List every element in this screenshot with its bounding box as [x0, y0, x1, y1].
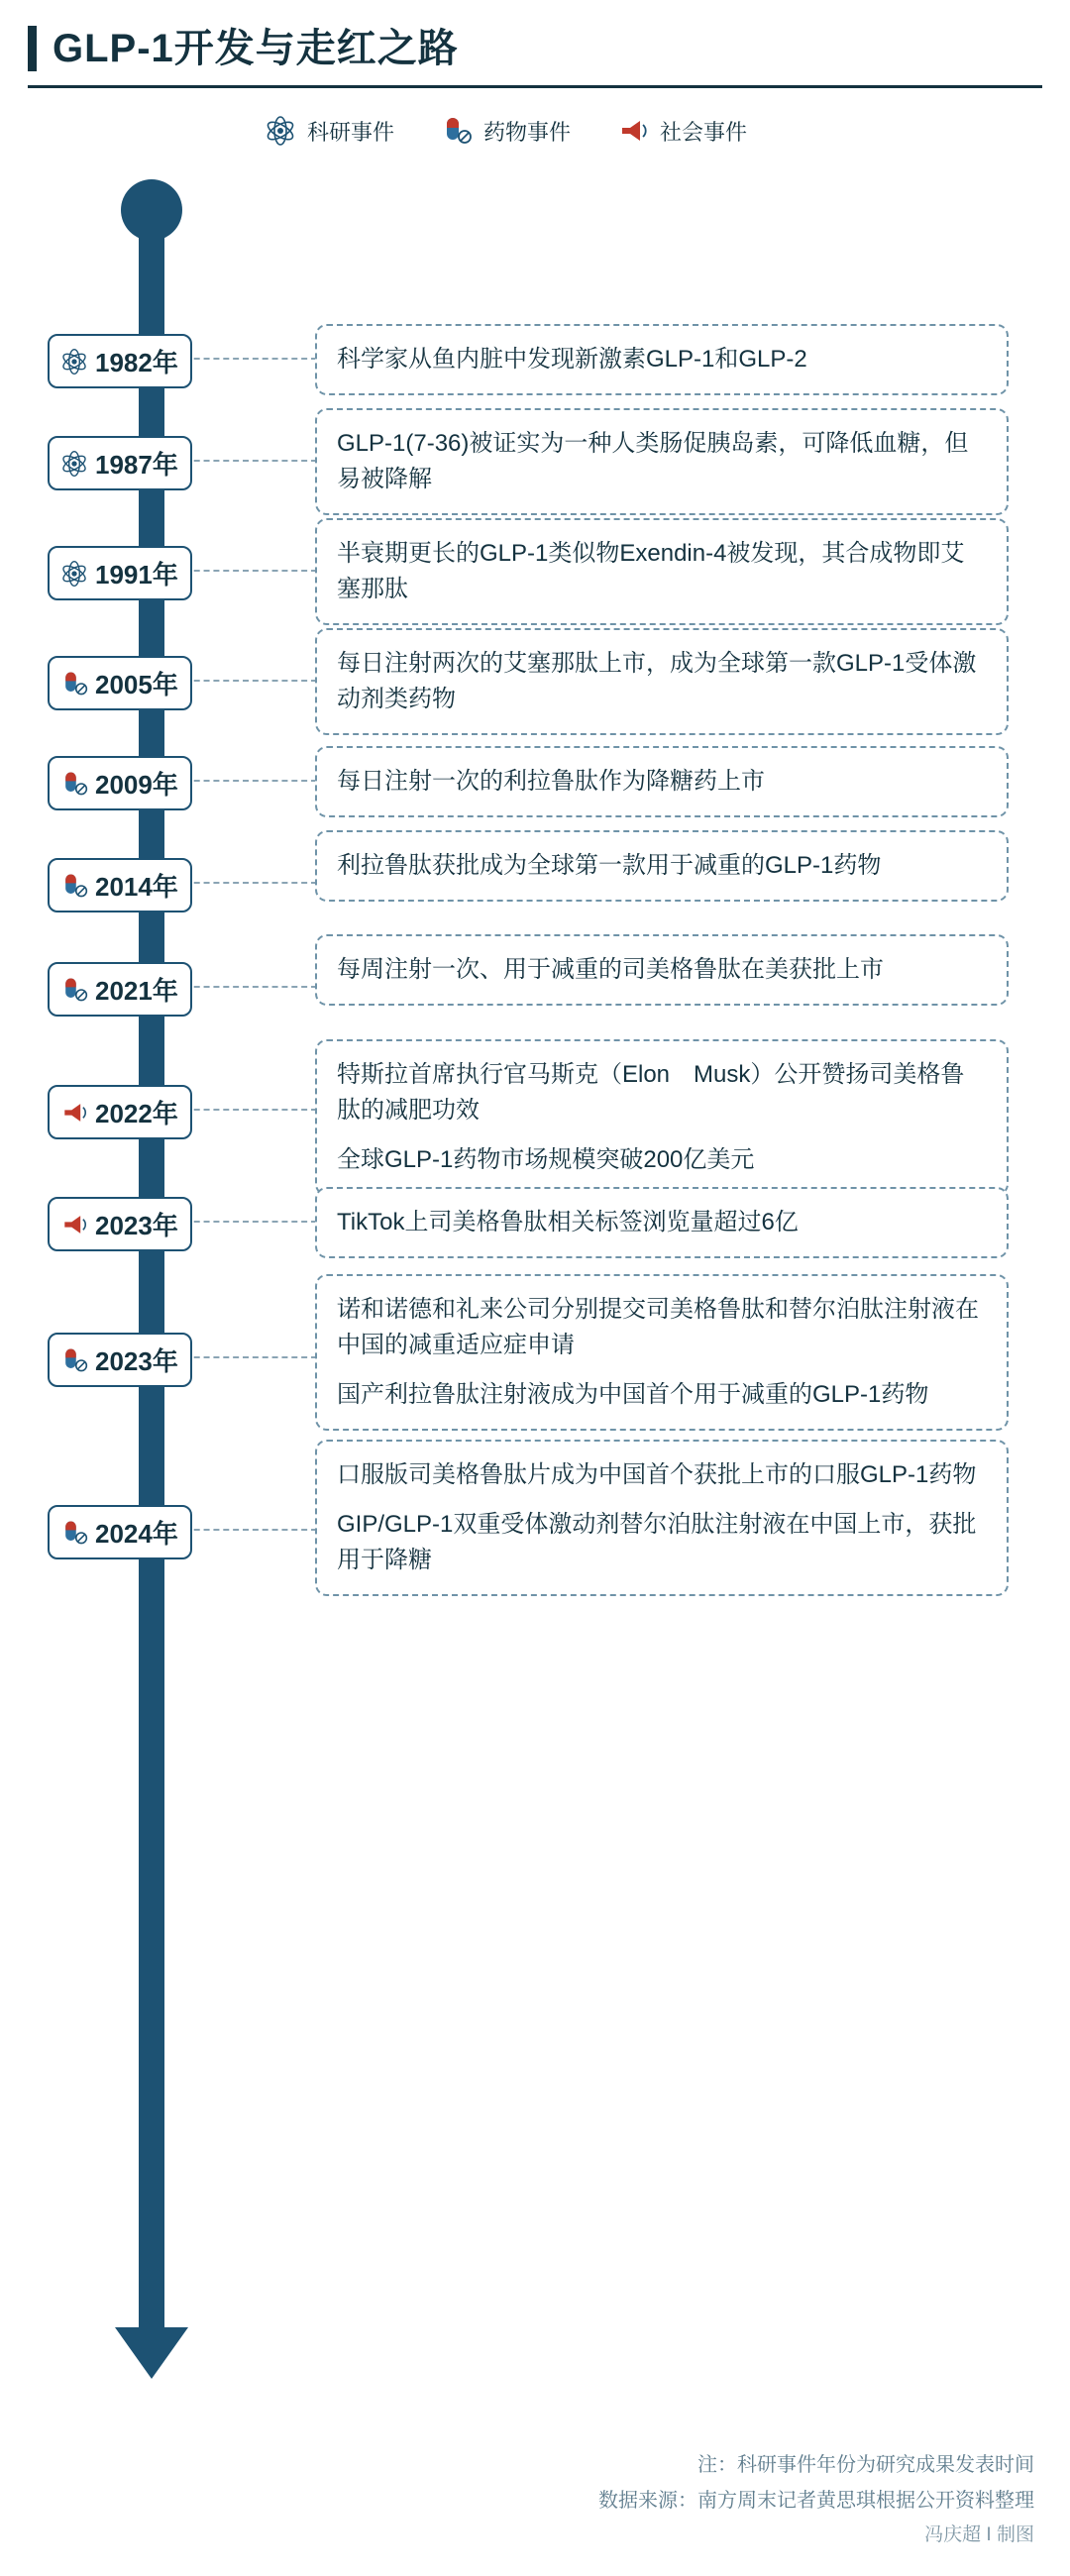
event-text: 口服版司美格鲁肽片成为中国首个获批上市的口服GLP-1药物: [337, 1461, 977, 1488]
year-chip[interactable]: [48, 1505, 192, 1559]
footer-credit: 冯庆超 I 制图: [924, 2523, 1034, 2545]
event-text: GLP-1(7-36)被证实为一种人类肠促胰岛素，可降低血糖，但易被降解: [337, 430, 969, 492]
capsule-icon: [59, 769, 89, 799]
footer-note: 注：科研事件年份为研究成果发表时间: [697, 2453, 1034, 2476]
footer: [598, 2447, 1034, 2552]
timeline-axis: [139, 195, 164, 2335]
year-chip[interactable]: [48, 436, 192, 490]
legend-item-drug: [440, 114, 571, 148]
year-chip[interactable]: [48, 858, 192, 912]
capsule-icon: [440, 114, 474, 148]
megaphone-icon: [616, 114, 650, 148]
year-label: 2022年: [95, 1099, 178, 1128]
page-title: GLP-1开发与走红之路: [53, 27, 459, 70]
capsule-icon: [59, 669, 89, 698]
atom-icon: [264, 114, 297, 148]
year-label: 2005年: [95, 670, 178, 699]
legend-label-research: 科研事件: [306, 119, 394, 145]
year-label: 2014年: [95, 872, 178, 902]
connector-line: [174, 570, 317, 572]
connector-line: [174, 882, 317, 884]
connector-line: [174, 780, 317, 782]
event-text: TikTok上司美格鲁肽相关标签浏览量超过6亿: [337, 1209, 799, 1235]
event-card: [315, 518, 1009, 625]
year-label: 1991年: [95, 560, 178, 590]
event-text: 利拉鲁肽获批成为全球第一款用于减重的GLP-1药物: [337, 852, 882, 879]
timeline: [0, 160, 1070, 2428]
event-card: [315, 830, 1009, 902]
year-chip[interactable]: [48, 656, 192, 710]
legend-label-drug: 药物事件: [482, 119, 571, 145]
event-card: [315, 324, 1009, 395]
atom-icon: [59, 347, 89, 376]
timeline-arrow-icon: [115, 2327, 188, 2379]
atom-icon: [59, 449, 89, 479]
event-card: [315, 746, 1009, 817]
year-chip[interactable]: [48, 1197, 192, 1251]
event-card: [315, 408, 1009, 515]
legend: [0, 114, 1070, 148]
event-text: 每日注射两次的艾塞那肽上市，成为全球第一款GLP-1受体激动剂类药物: [337, 650, 977, 712]
megaphone-icon: [59, 1210, 89, 1239]
year-label: 2024年: [95, 1519, 178, 1549]
connector-line: [174, 1356, 317, 1358]
year-label: 2023年: [95, 1346, 178, 1376]
event-text: 全球GLP-1药物市场规模突破200亿美元: [337, 1146, 755, 1173]
year-label: 1987年: [95, 450, 178, 480]
page-header: [28, 26, 1042, 88]
year-label: 2009年: [95, 770, 178, 800]
event-text: 国产利拉鲁肽注射液成为中国首个用于减重的GLP-1药物: [337, 1381, 929, 1408]
year-chip[interactable]: [48, 1333, 192, 1387]
connector-line: [174, 460, 317, 462]
event-text: GIP/GLP-1双重受体激动剂替尔泊肽注射液在中国上市，获批用于降糖: [337, 1511, 977, 1573]
megaphone-icon: [59, 1098, 89, 1127]
legend-item-social: [616, 114, 747, 148]
event-card: [315, 1440, 1009, 1596]
event-card: [315, 934, 1009, 1006]
title-accent-bar: [28, 26, 37, 71]
connector-line: [174, 986, 317, 988]
year-label: 1982年: [95, 348, 178, 377]
event-text: 每日注射一次的利拉鲁肽作为降糖药上市: [337, 768, 765, 795]
connector-line: [174, 1109, 317, 1111]
event-text: 诺和诺德和礼来公司分别提交司美格鲁肽和替尔泊肽注射液在中国的减重适应症申请: [337, 1296, 979, 1358]
event-text: 每周注射一次、用于减重的司美格鲁肽在美获批上市: [337, 956, 884, 983]
capsule-icon: [59, 1518, 89, 1548]
connector-line: [174, 680, 317, 682]
year-label: 2021年: [95, 976, 178, 1006]
capsule-icon: [59, 1345, 89, 1375]
event-card: [315, 1187, 1009, 1258]
year-chip[interactable]: [48, 1085, 192, 1139]
connector-line: [174, 358, 317, 360]
year-chip[interactable]: [48, 962, 192, 1017]
year-chip[interactable]: [48, 334, 192, 388]
legend-item-research: [264, 114, 394, 148]
event-card: [315, 1039, 1009, 1196]
event-text: 科学家从鱼内脏中发现新激素GLP-1和GLP-2: [337, 346, 807, 373]
capsule-icon: [59, 871, 89, 901]
event-card: [315, 1274, 1009, 1431]
atom-icon: [59, 559, 89, 589]
capsule-icon: [59, 975, 89, 1005]
legend-label-social: 社会事件: [660, 119, 748, 145]
event-text: 特斯拉首席执行官马斯克（Elon Musk）公开赞扬司美格鲁肽的减肥功效: [337, 1061, 965, 1124]
event-card: [315, 628, 1009, 735]
year-label: 2023年: [95, 1211, 178, 1240]
connector-line: [174, 1221, 317, 1223]
connector-line: [174, 1529, 317, 1531]
year-chip[interactable]: [48, 546, 192, 600]
event-text: 半衰期更长的GLP-1类似物Exendin-4被发现，其合成物即艾塞那肽: [337, 540, 965, 602]
footer-source: 数据来源：南方周末记者黄思琪根据公开资料整理: [598, 2489, 1034, 2512]
year-chip[interactable]: [48, 756, 192, 810]
